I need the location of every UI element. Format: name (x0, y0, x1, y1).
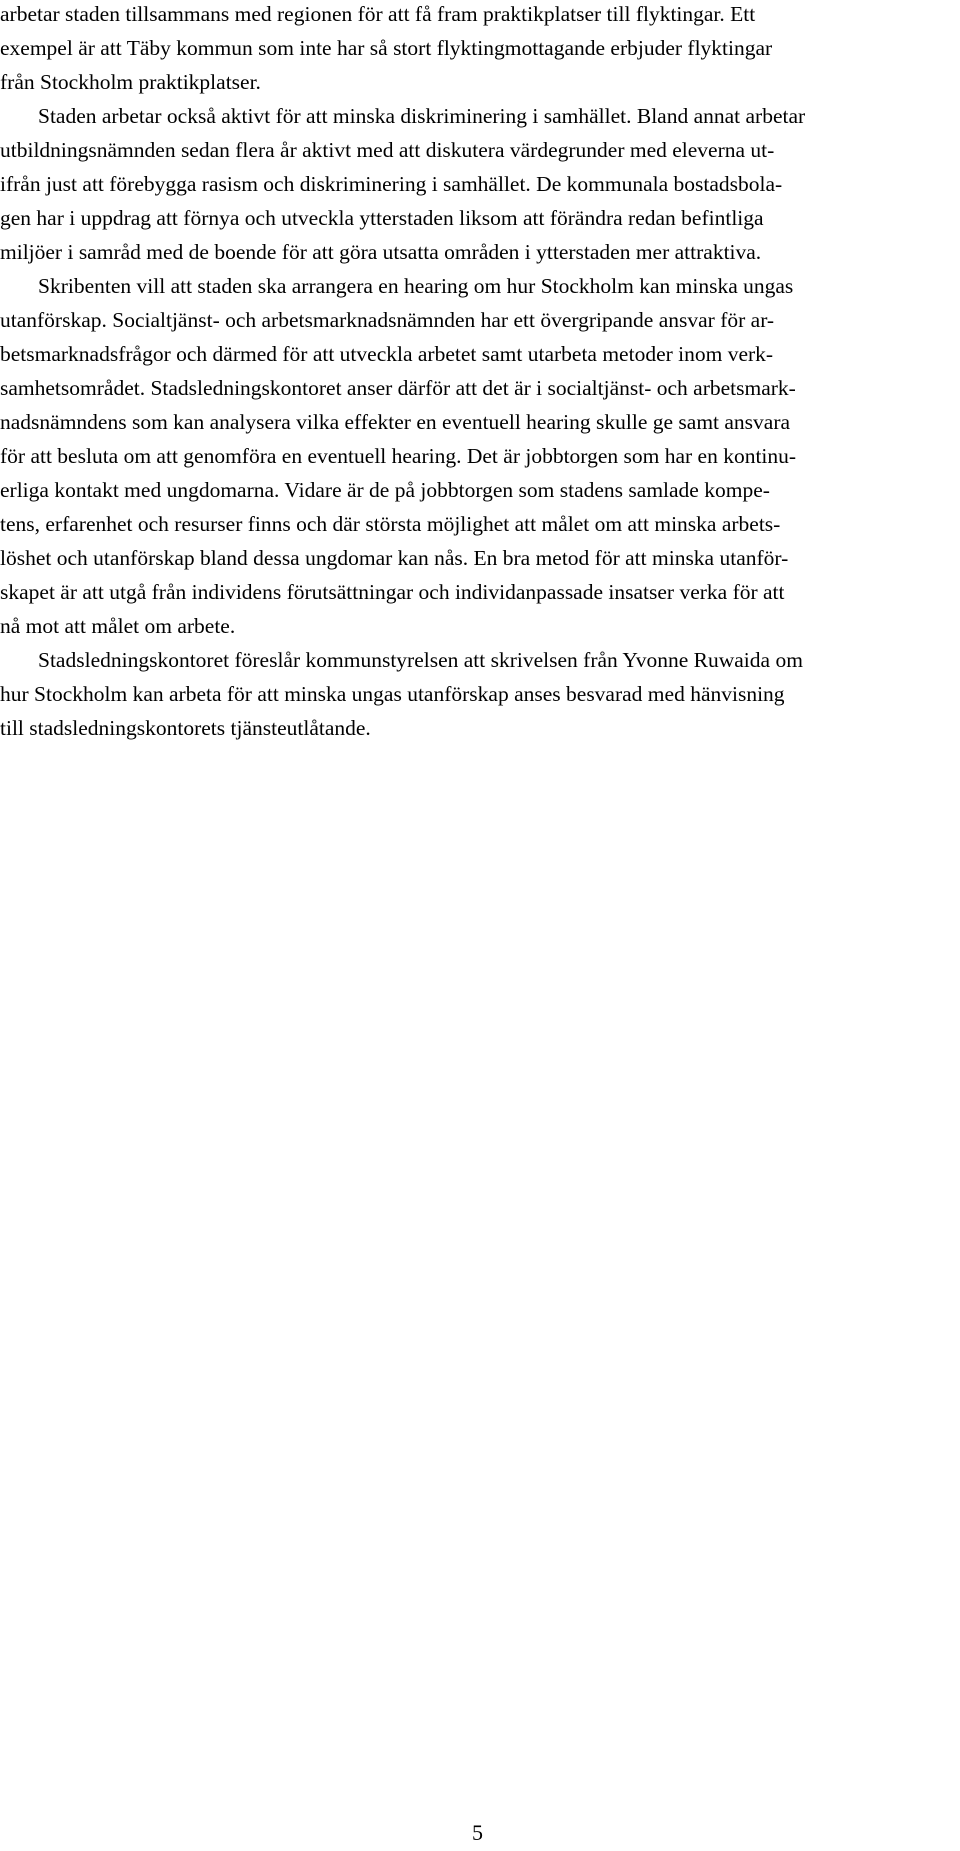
text-line: skapet är att utgå från individens förutsättningar och individanpassade insatser verka för att (0, 580, 785, 604)
paragraph-start-line: Staden arbetar också aktivt för att minska diskriminering i samhället. Bland annat arbetar (38, 104, 806, 128)
text-line: för att besluta om att genomföra en eventuell hearing. Det är jobbtorgen som har en kontinu- (0, 444, 797, 468)
text-line: utanförskap. Socialtjänst- och arbetsmarknadsnämnden har ett övergripande ansvar för ar- (0, 308, 775, 332)
text-line: erliga kontakt med ungdomarna. Vidare är de på jobbtorgen som stadens samlade kompe- (0, 478, 770, 502)
paragraph-start-line: Stadsledningskontoret föreslår kommunstyrelsen att skrivelsen från Yvonne Ruwaida om (38, 648, 803, 672)
text-line: exempel är att Täby kommun som inte har så stort flyktingmottagande erbjuder flyktingar (0, 36, 773, 60)
text-line: tens, erfarenhet och resurser finns och där största möjlighet att målet om att minska arbets- (0, 512, 781, 536)
text-line: samhetsområdet. Stadsledningskontoret anser därför att det är i socialtjänst- och arbetsmark- (0, 376, 796, 400)
paragraph-start-line: Skribenten vill att staden ska arrangera en hearing om hur Stockholm kan minska ungas (38, 274, 794, 298)
text-line: från Stockholm praktikplatser. (0, 70, 261, 94)
text-line: betsmarknadsfrågor och därmed för att utveckla arbetet samt utarbeta metoder inom verk- (0, 342, 774, 366)
text-line: miljöer i samråd med de boende för att göra utsatta områden i ytterstaden mer attraktiva. (0, 240, 762, 264)
text-line: hur Stockholm kan arbeta för att minska ungas utanförskap anses besvarad med hänvisning (0, 682, 785, 706)
text-line: till stadsledningskontorets tjänsteutlåtande. (0, 716, 371, 740)
text-line: arbetar staden tillsammans med regionen för att få fram praktikplatser till flyktingar. Ett (0, 2, 756, 26)
text-line: löshet och utanförskap bland dessa ungdomar kan nås. En bra metod för att minska utanför- (0, 546, 789, 570)
page-number: 5 (472, 1820, 483, 1845)
text-line: nå mot att målet om arbete. (0, 614, 236, 638)
text-line: nadsnämndens som kan analysera vilka effekter en eventuell hearing skulle ge samt ansvara (0, 410, 791, 434)
text-line: gen har i uppdrag att förnya och utveckla ytterstaden liksom att förändra redan befintliga (0, 206, 764, 230)
text-line: ifrån just att förebygga rasism och diskriminering i samhället. De kommunala bostadsbola- (0, 172, 783, 196)
text-line: utbildningsnämnden sedan flera år aktivt med att diskutera värdegrunder med eleverna ut- (0, 138, 775, 162)
